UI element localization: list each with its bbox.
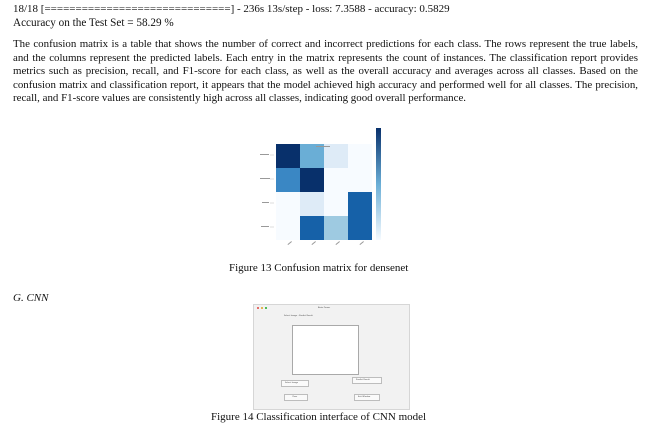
interface-prompt: Select Image - Predict Result — [284, 315, 313, 317]
confusion-matrix-cell — [348, 216, 372, 240]
test-accuracy-line: Accuracy on the Test Set = 58.29 % — [13, 17, 174, 29]
training-log-line: 18/18 [==============================] - 236s 13s/step - loss: 7.3588 - accuracy: 0.5829 — [13, 3, 450, 15]
figure-14-caption: Figure 14 Classification interface of CNN model — [211, 411, 427, 423]
confusion-matrix-cell — [276, 144, 300, 168]
colorbar — [376, 128, 381, 240]
confusion-matrix-cell — [300, 144, 324, 168]
select-image-button[interactable] — [281, 380, 309, 387]
confusion-matrix-cell — [300, 192, 324, 216]
confusion-matrix-cell — [300, 216, 324, 240]
window-controls — [257, 307, 269, 310]
select-image-label: Select Image — [285, 382, 299, 384]
predict-result-label: Predict Result — [356, 379, 370, 381]
confusion-matrix-cell — [348, 144, 372, 168]
confusion-matrix-cell — [276, 216, 300, 240]
confusion-matrix-cell — [324, 168, 348, 192]
clear-button[interactable] — [284, 394, 308, 401]
confusion-matrix-cell — [300, 168, 324, 192]
cnn-interface-screenshot — [253, 304, 410, 410]
confusion-matrix-explanation: The confusion matrix is a table that shows the number of correct and incorrect predictions for each class. The rows represent the true labels, and the columns represent the predicted labels. Each entry in the matrix represents the count of instances. The classification report provides metrics such as precision, recall, and F1-score for each class, as well as the overall accuracy and averages across all classes. Based on the confusion matrix and classification report, it appears that the model achieved high accuracy and performed well for all classes. The precision, recall, and F1-score values are consistently high across all classes, indicating good overall performance. — [13, 38, 638, 105]
window-title: Brain Tumor — [318, 307, 331, 309]
image-preview-area — [292, 325, 359, 375]
figure-13-caption: Figure 13 Confusion matrix for densenet — [229, 262, 409, 274]
predict-result-button[interactable] — [352, 377, 382, 384]
confusion-matrix-cell — [276, 168, 300, 192]
confusion-matrix-cell — [324, 216, 348, 240]
confusion-matrix-cell — [324, 192, 348, 216]
exit-window-label: Exit Window — [358, 396, 371, 398]
confusion-matrix-cell — [276, 192, 300, 216]
confusion-matrix-plot — [258, 128, 398, 256]
confusion-matrix-cell — [348, 192, 372, 216]
clear-label: Clear — [292, 396, 298, 398]
confusion-matrix-cell — [348, 168, 372, 192]
section-heading: G. CNN — [13, 292, 49, 304]
confusion-matrix-figure — [258, 128, 398, 256]
exit-window-button[interactable] — [354, 394, 380, 401]
confusion-matrix-cell — [324, 144, 348, 168]
